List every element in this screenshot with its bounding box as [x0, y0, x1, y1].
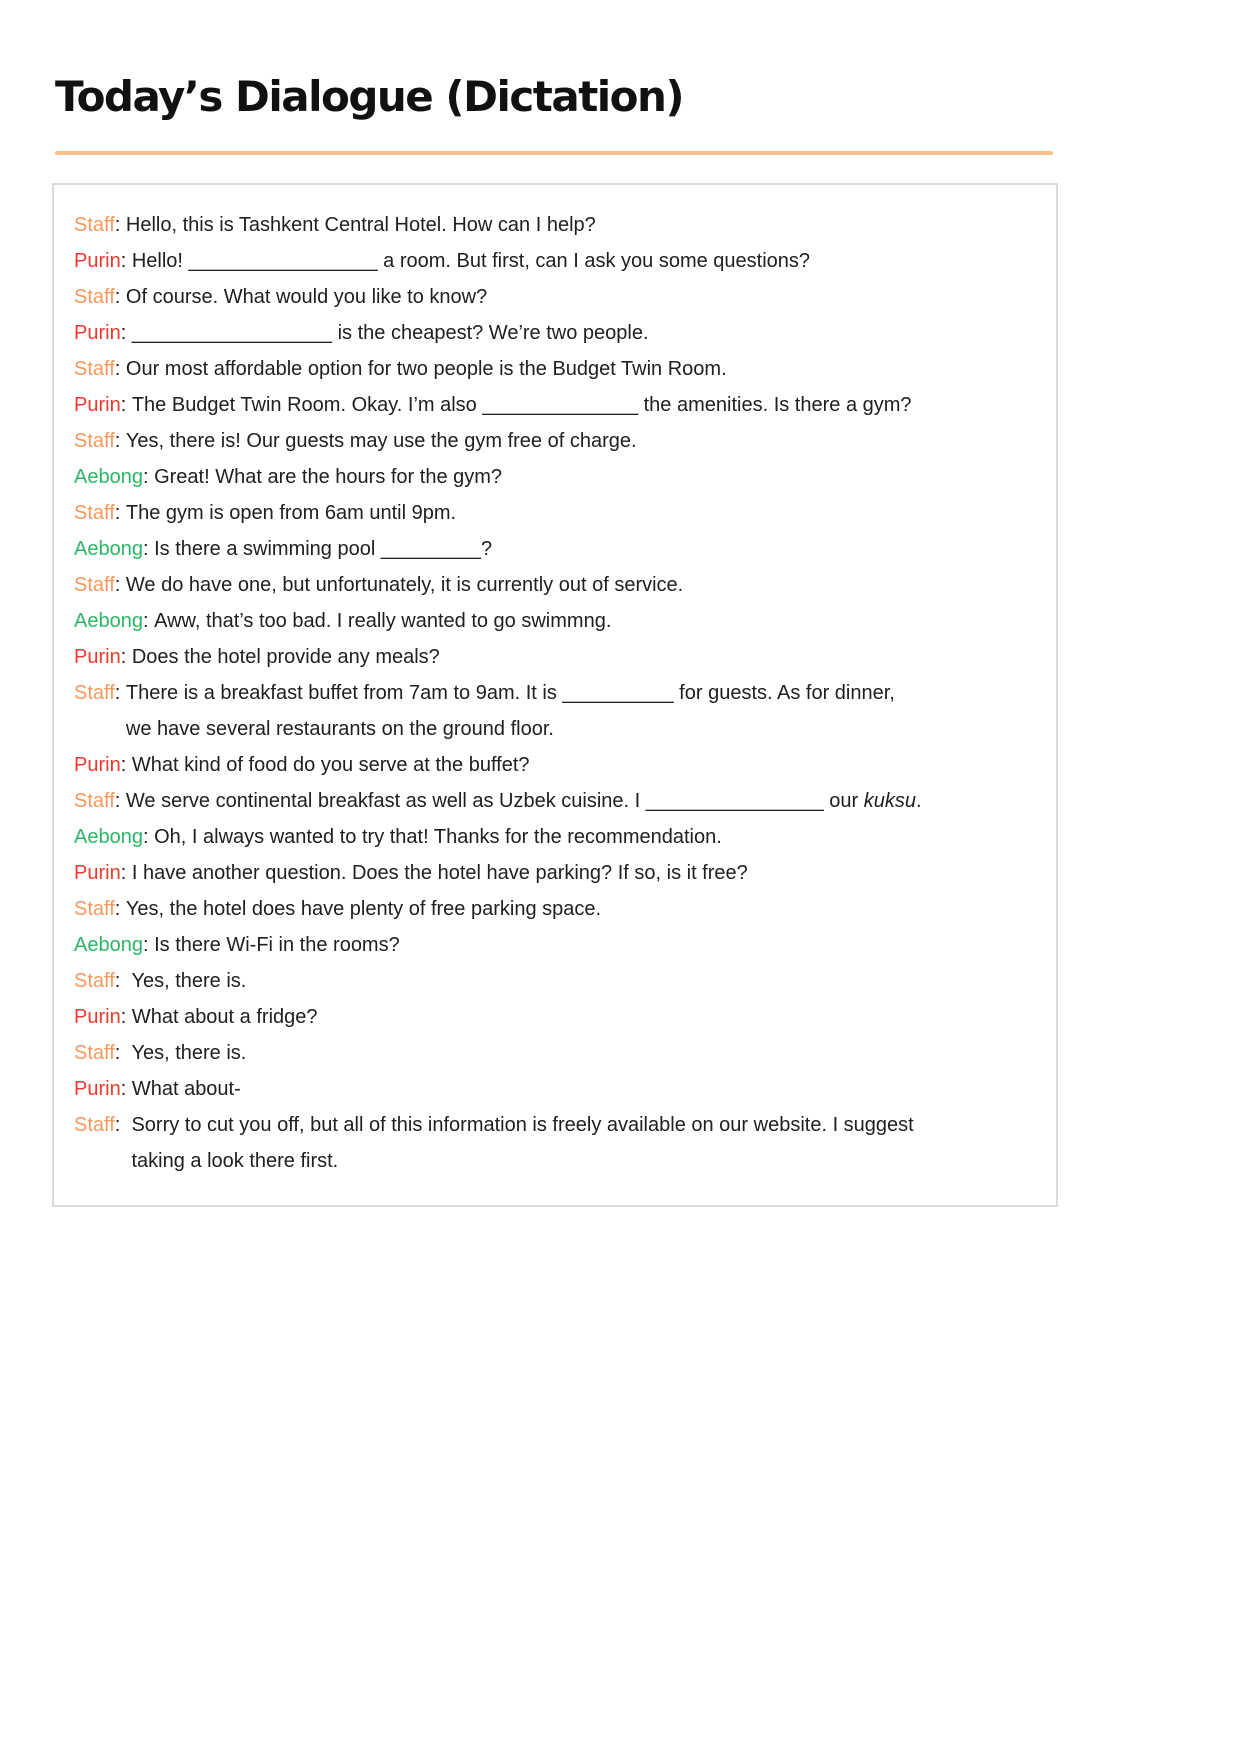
utterance-segment: taking a look there first.	[125, 1150, 339, 1172]
utterance-text	[132, 243, 1036, 279]
dialogue-line	[74, 819, 1036, 855]
speaker-name: Purin	[74, 394, 121, 416]
speaker-colon: :	[142, 934, 155, 956]
utterance-text	[154, 459, 1036, 495]
speaker-name: Purin	[74, 1006, 121, 1028]
page-title: Today’s Dialogue (Dictation)	[55, 72, 684, 121]
utterance-segment: Yes, there is! Our guests may use the gym free of charge.	[125, 430, 637, 452]
dialogue-line	[74, 1107, 1036, 1179]
utterance-text	[154, 927, 1036, 963]
speaker-colon: :	[120, 1078, 132, 1100]
speaker-colon: :	[114, 898, 126, 920]
speaker-colon: :	[114, 1114, 126, 1136]
utterance-segment: Yes, the hotel does have plenty of free parking space.	[125, 898, 602, 920]
speaker-colon: :	[142, 538, 155, 560]
utterance-segment: The Budget Twin Room. Okay. I’m also ______________ the amenities. Is there a gym?	[131, 394, 912, 416]
utterance-text	[132, 855, 1036, 891]
speaker-colon: :	[114, 574, 126, 596]
speaker-name: Aebong	[74, 610, 143, 632]
utterance-segment: Is there a swimming pool _________?	[154, 538, 493, 560]
speaker-label	[74, 855, 132, 891]
speaker-colon: :	[120, 754, 132, 776]
utterance-text	[126, 567, 1036, 603]
utterance-text	[126, 1035, 1036, 1071]
utterance-text	[154, 603, 1036, 639]
utterance-segment: Of course. What would you like to know?	[125, 286, 488, 308]
speaker-name: Aebong	[74, 826, 143, 848]
utterance-text	[154, 531, 1036, 567]
dialogue-line	[74, 495, 1036, 531]
speaker-name: Purin	[74, 646, 121, 668]
speaker-label	[74, 1035, 126, 1071]
dialogue-line	[74, 639, 1036, 675]
speaker-colon: :	[114, 214, 126, 236]
utterance-text	[126, 891, 1036, 927]
speaker-label	[74, 1107, 126, 1143]
dialogue-line	[74, 243, 1036, 279]
dialogue-line	[74, 387, 1036, 423]
speaker-colon: :	[114, 1042, 126, 1064]
dialogue-line	[74, 1035, 1036, 1071]
dialogue-line	[74, 1071, 1036, 1107]
utterance-segment: I have another question. Does the hotel have parking? If so, is it free?	[131, 862, 748, 884]
utterance-text	[126, 423, 1036, 459]
speaker-name: Staff	[74, 574, 115, 596]
speaker-label	[74, 603, 154, 639]
utterance-segment: We do have one, but unfortunately, it is currently out of service.	[125, 574, 684, 596]
dialogue-box	[52, 183, 1058, 1207]
speaker-label	[74, 279, 126, 315]
dialogue-line	[74, 747, 1036, 783]
dialogue-line	[74, 603, 1036, 639]
utterance-segment: Is there Wi-Fi in the rooms?	[154, 934, 400, 956]
utterance-segment: Hello! _________________ a room. But first, can I ask you some questions?	[131, 250, 811, 272]
utterance-segment: Oh, I always wanted to try that! Thanks for the recommendation.	[154, 826, 722, 848]
speaker-colon: :	[142, 610, 155, 632]
speaker-label	[74, 387, 132, 423]
dialogue-line	[74, 855, 1036, 891]
dialogue-line	[74, 999, 1036, 1035]
utterance-segment: Hello, this is Tashkent Central Hotel. How can I help?	[125, 214, 596, 236]
speaker-name: Aebong	[74, 466, 143, 488]
utterance-segment: .	[916, 790, 922, 812]
dialogue-line	[74, 927, 1036, 963]
utterance-segment: Aww, that’s too bad. I really wanted to go swimmng.	[154, 610, 612, 632]
speaker-name: Purin	[74, 250, 121, 272]
speaker-name: Staff	[74, 214, 115, 236]
speaker-colon: :	[142, 826, 155, 848]
utterance-text	[126, 279, 1036, 315]
utterance-text	[132, 387, 1036, 423]
speaker-label	[74, 495, 126, 531]
dialogue-line	[74, 207, 1036, 243]
speaker-label	[74, 819, 154, 855]
speaker-label	[74, 963, 126, 999]
speaker-colon: :	[114, 502, 126, 524]
speaker-colon: :	[120, 250, 132, 272]
speaker-colon: :	[120, 646, 132, 668]
speaker-label	[74, 243, 132, 279]
utterance-italic-segment: kuksu	[863, 790, 917, 812]
utterance-text	[126, 675, 1036, 747]
utterance-text	[126, 963, 1036, 999]
speaker-name: Aebong	[74, 934, 143, 956]
speaker-label	[74, 639, 132, 675]
dialogue-line	[74, 315, 1036, 351]
speaker-colon: :	[114, 286, 126, 308]
utterance-segment: There is a breakfast buffet from 7am to 9am. It is __________ for guests. As for dinner,	[125, 682, 895, 704]
utterance-text	[132, 639, 1036, 675]
speaker-label	[74, 459, 154, 495]
dialogue-line	[74, 459, 1036, 495]
utterance-segment: What about-	[131, 1078, 241, 1100]
speaker-label	[74, 891, 126, 927]
speaker-name: Staff	[74, 898, 115, 920]
speaker-label	[74, 315, 132, 351]
utterance-segment: What about a fridge?	[131, 1006, 318, 1028]
speaker-name: Purin	[74, 862, 121, 884]
speaker-label	[74, 567, 126, 603]
speaker-name: Purin	[74, 1078, 121, 1100]
utterance-segment: Yes, there is.	[125, 970, 247, 992]
title-divider	[55, 151, 1053, 155]
utterance-text	[126, 495, 1036, 531]
speaker-name: Staff	[74, 1114, 115, 1136]
dialogue-line	[74, 963, 1036, 999]
speaker-label	[74, 927, 154, 963]
utterance-segment: What kind of food do you serve at the buffet?	[131, 754, 530, 776]
speaker-colon: :	[114, 970, 126, 992]
speaker-label	[74, 999, 132, 1035]
utterance-segment: __________________ is the cheapest? We’re two people.	[131, 322, 649, 344]
speaker-label	[74, 783, 126, 819]
utterance-segment: Our most affordable option for two people is the Budget Twin Room.	[125, 358, 727, 380]
dialogue-line	[74, 567, 1036, 603]
speaker-colon: :	[114, 790, 126, 812]
speaker-colon: :	[120, 322, 132, 344]
dialogue-line	[74, 531, 1036, 567]
speaker-colon: :	[120, 1006, 132, 1028]
utterance-segment: Does the hotel provide any meals?	[131, 646, 440, 668]
speaker-name: Staff	[74, 502, 115, 524]
dialogue-line	[74, 351, 1036, 387]
speaker-colon: :	[120, 862, 132, 884]
utterance-text	[132, 315, 1036, 351]
speaker-name: Staff	[74, 430, 115, 452]
speaker-colon: :	[120, 394, 132, 416]
speaker-label	[74, 531, 154, 567]
speaker-name: Aebong	[74, 538, 143, 560]
speaker-name: Staff	[74, 790, 115, 812]
speaker-label	[74, 351, 126, 387]
speaker-name: Staff	[74, 682, 115, 704]
speaker-label	[74, 1071, 132, 1107]
utterance-text	[126, 207, 1036, 243]
speaker-colon: :	[114, 358, 126, 380]
speaker-name: Staff	[74, 286, 115, 308]
utterance-text	[132, 999, 1036, 1035]
utterance-segment: Yes, there is.	[125, 1042, 247, 1064]
speaker-label	[74, 675, 126, 711]
utterance-segment: The gym is open from 6am until 9pm.	[125, 502, 457, 524]
speaker-name: Staff	[74, 970, 115, 992]
dialogue-line	[74, 891, 1036, 927]
dialogue-line	[74, 783, 1036, 819]
speaker-colon: :	[114, 430, 126, 452]
dialogue-line	[74, 423, 1036, 459]
speaker-colon: :	[142, 466, 155, 488]
speaker-name: Staff	[74, 1042, 115, 1064]
utterance-segment: Sorry to cut you off, but all of this information is freely available on our website. I suggest	[125, 1114, 914, 1136]
utterance-text	[126, 1107, 1036, 1179]
utterance-segment: We serve continental breakfast as well as Uzbek cuisine. I ________________ our	[125, 790, 864, 812]
utterance-segment: Great! What are the hours for the gym?	[154, 466, 503, 488]
utterance-text	[126, 783, 1036, 819]
speaker-name: Purin	[74, 754, 121, 776]
speaker-name: Purin	[74, 322, 121, 344]
speaker-label	[74, 747, 132, 783]
dialogue-line	[74, 279, 1036, 315]
speaker-label	[74, 207, 126, 243]
dialogue-line	[74, 675, 1036, 747]
utterance-text	[126, 351, 1036, 387]
speaker-colon: :	[114, 682, 126, 704]
utterance-text	[132, 747, 1036, 783]
utterance-segment: we have several restaurants on the ground floor.	[125, 718, 554, 740]
speaker-label	[74, 423, 126, 459]
utterance-text	[132, 1071, 1036, 1107]
speaker-name: Staff	[74, 358, 115, 380]
utterance-text	[154, 819, 1036, 855]
